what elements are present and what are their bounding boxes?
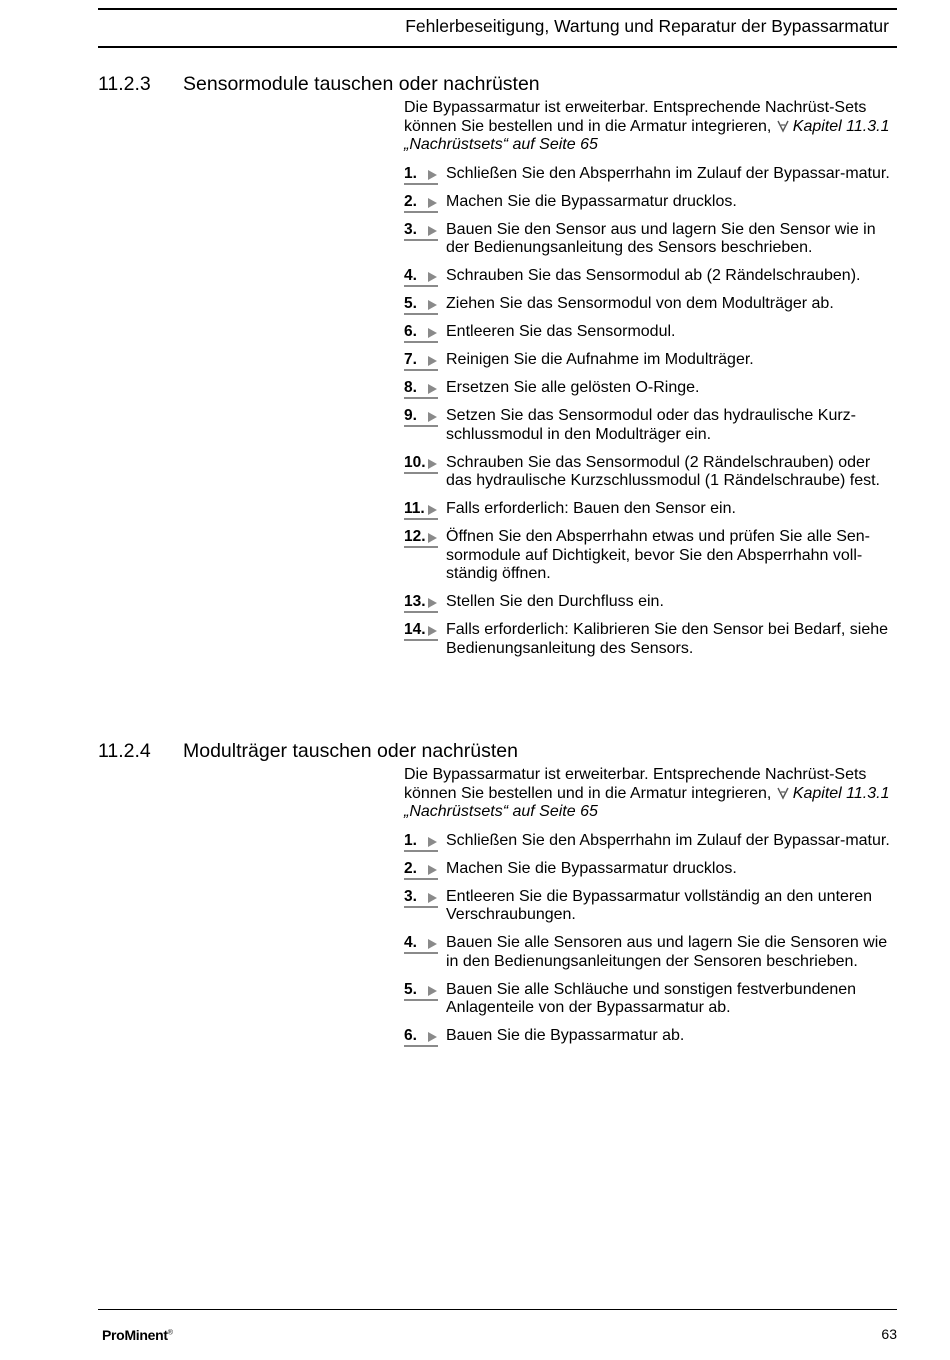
step-arrow-icon — [428, 986, 437, 996]
step-number: 6. — [404, 323, 417, 340]
section-heading — [98, 70, 898, 98]
section-body — [404, 99, 898, 658]
step-underline — [404, 999, 438, 1001]
step-arrow-icon — [428, 198, 437, 208]
step-item — [404, 379, 898, 398]
step-number: 5. — [404, 980, 417, 998]
step-marker — [404, 165, 446, 184]
step-arrow-icon — [428, 533, 437, 543]
step-arrow-icon — [428, 356, 437, 366]
step-item — [404, 500, 898, 519]
step-number: 8. — [404, 379, 417, 396]
step-number: 10. — [404, 453, 426, 471]
step-text: Bauen Sie den Sensor aus und lagern Sie den Sensor wie in der Bedienungsanleitung des Sensors beschrieben. — [446, 220, 876, 256]
step-item — [404, 528, 898, 584]
step-underline — [404, 546, 438, 548]
step-marker — [404, 621, 446, 640]
step-marker — [404, 407, 446, 426]
step-underline — [404, 878, 438, 880]
step-underline — [404, 369, 438, 371]
chapter-link[interactable]: Kapitel 11.3.1 „Nachrüstsets“ auf Seite 65 — [404, 784, 890, 820]
step-item — [404, 165, 898, 184]
header-rule-top — [98, 8, 897, 10]
chapter-link[interactable]: Kapitel 11.3.1 „Nachrüstsets“ auf Seite 65 — [404, 117, 890, 153]
step-number: 3. — [404, 887, 417, 905]
step-text: Schließen Sie den Absperrhahn im Zulauf der Bypassar-matur. — [446, 831, 890, 849]
step-number: 12. — [404, 528, 426, 545]
step-number: 4. — [404, 934, 417, 951]
section-11-2-3 — [98, 70, 898, 668]
step-item — [404, 860, 898, 879]
section-number: 11.2.4 — [98, 739, 151, 762]
step-marker — [404, 934, 446, 953]
step-number: 2. — [404, 192, 417, 210]
step-text: Machen Sie die Bypassarmatur drucklos. — [446, 859, 737, 877]
step-underline — [404, 850, 438, 852]
step-text: Falls erforderlich: Bauen den Sensor ein. — [446, 500, 736, 517]
section-number: 11.2.3 — [98, 72, 151, 95]
cross-reference-icon — [776, 119, 790, 133]
intro-text: Die Bypassarmatur ist erweiterbar. Entsprechende Nachrüst-Sets können Sie bestellen und in die Armatur integrieren, — [404, 766, 867, 802]
step-arrow-icon — [428, 459, 437, 469]
step-text: Bauen Sie die Bypassarmatur ab. — [446, 1027, 685, 1044]
step-underline — [404, 1045, 438, 1047]
step-item — [404, 221, 898, 258]
step-arrow-icon — [428, 626, 437, 636]
step-item — [404, 407, 898, 444]
step-number: 11. — [404, 500, 425, 517]
step-marker — [404, 221, 446, 240]
step-marker — [404, 295, 446, 314]
step-marker — [404, 351, 446, 370]
step-arrow-icon — [428, 328, 437, 338]
step-item — [404, 454, 898, 491]
step-item — [404, 351, 898, 370]
section-title: Modulträger tauschen oder nachrüsten — [183, 739, 518, 762]
step-marker — [404, 193, 446, 212]
step-item — [404, 888, 898, 925]
step-number: 1. — [404, 831, 417, 849]
step-text: Öffnen Sie den Absperrhahn etwas und prüfen Sie alle Sen-sormodule auf Dichtigkeit, bevor Sie den Absperrhahn voll-ständig öffnen. — [446, 528, 870, 582]
step-underline — [404, 211, 438, 213]
step-item — [404, 934, 898, 971]
step-text: Bauen Sie alle Schläuche und sonstigen festverbundenen Anlagenteile von der Bypassarmatur ab. — [446, 980, 857, 1016]
intro-text: Die Bypassarmatur ist erweiterbar. Entsprechende Nachrüst-Sets können Sie bestellen und in die Armatur integrieren, — [404, 99, 867, 135]
step-text: Schließen Sie den Absperrhahn im Zulauf der Bypassar-matur. — [446, 164, 890, 182]
step-number: 5. — [404, 295, 417, 312]
step-text: Ziehen Sie das Sensormodul von dem Modulträger ab. — [446, 295, 834, 312]
step-arrow-icon — [428, 837, 437, 847]
step-marker — [404, 1027, 446, 1046]
step-arrow-icon — [428, 170, 437, 180]
section-heading — [98, 737, 898, 765]
step-text: Schrauben Sie das Sensormodul ab (2 Rändelschrauben). — [446, 267, 861, 284]
step-text: Falls erforderlich: Kalibrieren Sie den Sensor bei Bedarf, siehe Bedienungsanleitung des Sensors. — [446, 621, 889, 657]
step-text: Stellen Sie den Durchfluss ein. — [446, 593, 664, 610]
step-text: Bauen Sie alle Sensoren aus und lagern Sie die Sensoren wie in den Bedienungsanleitungen der Sensoren beschrieben. — [446, 934, 888, 970]
intro-paragraph — [404, 99, 898, 155]
step-marker — [404, 528, 446, 547]
step-number: 3. — [404, 220, 417, 238]
step-number: 7. — [404, 351, 417, 368]
step-item — [404, 295, 898, 314]
step-text: Entleeren Sie das Sensormodul. — [446, 323, 676, 340]
step-item — [404, 267, 898, 286]
step-item — [404, 832, 898, 851]
step-arrow-icon — [428, 893, 437, 903]
step-text: Schrauben Sie das Sensormodul (2 Rändelschrauben) oder das hydraulische Kurzschlussmodul (1 Rändelschraube) fest. — [446, 453, 880, 489]
step-arrow-icon — [428, 272, 437, 282]
step-text: Ersetzen Sie alle gelösten O-Ringe. — [446, 379, 700, 396]
step-underline — [404, 425, 438, 427]
step-arrow-icon — [428, 384, 437, 394]
step-arrow-icon — [428, 598, 437, 608]
step-number: 6. — [404, 1027, 417, 1044]
step-list — [404, 832, 898, 1046]
step-list — [404, 165, 898, 659]
step-item — [404, 193, 898, 212]
header-rule-bottom — [98, 46, 897, 48]
step-arrow-icon — [428, 412, 437, 422]
step-text: Machen Sie die Bypassarmatur drucklos. — [446, 192, 737, 210]
step-marker — [404, 860, 446, 879]
step-underline — [404, 183, 438, 185]
page-number: 63 — [881, 1326, 897, 1342]
step-marker — [404, 500, 446, 519]
running-header-title: Fehlerbeseitigung, Wartung und Reparatur der Bypassarmatur — [405, 16, 889, 36]
step-arrow-icon — [428, 939, 437, 949]
step-text: Reinigen Sie die Aufnahme im Modulträger. — [446, 351, 754, 368]
step-item — [404, 621, 898, 658]
intro-paragraph — [404, 766, 898, 822]
step-arrow-icon — [428, 1032, 437, 1042]
step-underline — [404, 313, 438, 315]
step-marker — [404, 593, 446, 612]
section-title: Sensormodule tauschen oder nachrüsten — [183, 72, 540, 95]
step-marker — [404, 888, 446, 907]
step-number: 4. — [404, 267, 417, 284]
step-arrow-icon — [428, 300, 437, 310]
step-marker — [404, 454, 446, 473]
step-item — [404, 1027, 898, 1046]
footer-rule — [98, 1309, 897, 1310]
cross-reference-icon — [776, 786, 790, 800]
step-item — [404, 323, 898, 342]
step-underline — [404, 952, 438, 954]
step-underline — [404, 518, 438, 520]
step-underline — [404, 397, 438, 399]
step-arrow-icon — [428, 226, 437, 236]
step-number: 9. — [404, 407, 417, 424]
step-underline — [404, 639, 438, 641]
section-body — [404, 766, 898, 1046]
step-number: 13. — [404, 593, 426, 610]
step-underline — [404, 472, 438, 474]
step-marker — [404, 832, 446, 851]
step-number: 2. — [404, 859, 417, 877]
step-arrow-icon — [428, 505, 437, 515]
step-item — [404, 593, 898, 612]
step-underline — [404, 906, 438, 908]
step-underline — [404, 341, 438, 343]
step-marker — [404, 323, 446, 342]
step-underline — [404, 239, 438, 241]
prominent-logo: ProMinent® — [102, 1327, 173, 1343]
step-marker — [404, 267, 446, 286]
step-arrow-icon — [428, 865, 437, 875]
step-number: 1. — [404, 164, 417, 182]
step-underline — [404, 285, 438, 287]
step-number: 14. — [404, 621, 426, 638]
step-text: Entleeren Sie die Bypassarmatur vollständig an den unteren Verschraubungen. — [446, 887, 873, 923]
step-item — [404, 981, 898, 1018]
step-text: Setzen Sie das Sensormodul oder das hydraulische Kurz-schlussmodul in den Modulträger ein. — [446, 407, 856, 443]
step-underline — [404, 611, 438, 613]
section-11-2-4 — [98, 737, 898, 1055]
step-marker — [404, 379, 446, 398]
step-marker — [404, 981, 446, 1000]
